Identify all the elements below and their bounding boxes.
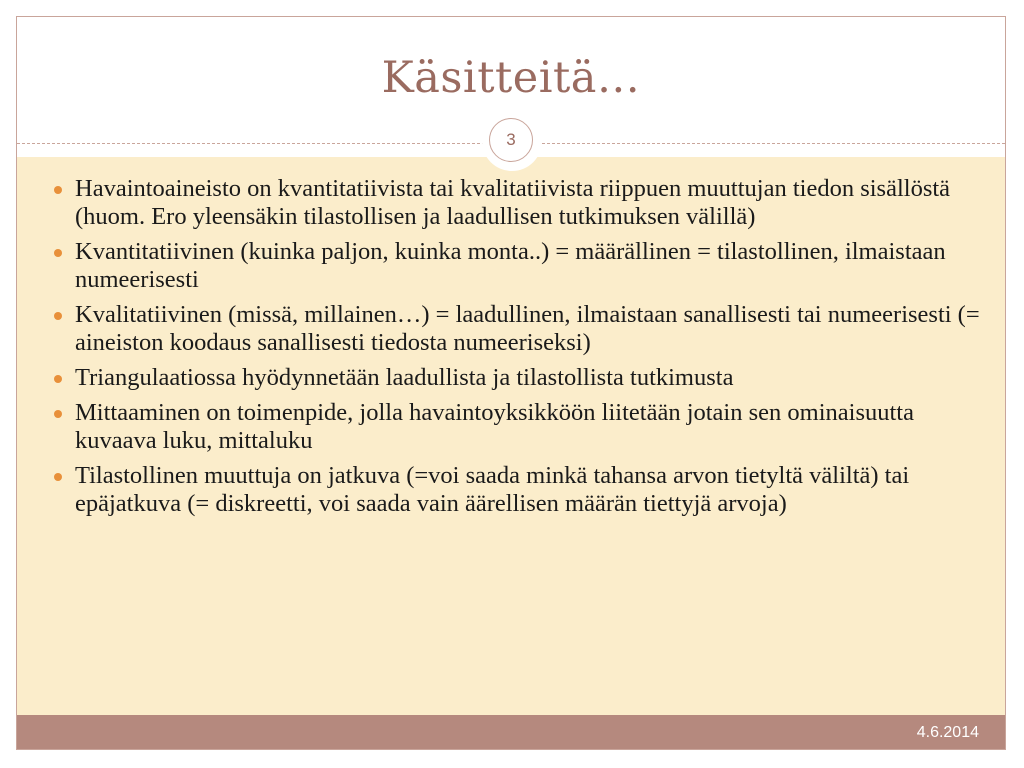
- bullet-item: [53, 399, 983, 455]
- page-number: 3: [489, 118, 533, 162]
- bullet-item: [53, 462, 983, 518]
- bullet-item: [53, 238, 983, 294]
- bullet-item: [53, 364, 983, 392]
- bullet-text: Triangulaatiossa hyödynnetään laadullista ja tilastollista tutkimusta: [75, 364, 734, 391]
- bullet-marker-icon: [54, 186, 62, 194]
- slide: [16, 16, 1006, 750]
- bullet-item: [53, 301, 983, 357]
- bullet-list: [53, 175, 983, 525]
- bullet-text: Kvalitatiivinen (missä, millainen…) = laadullinen, ilmaistaan sanallisesti tai numeerisesti (= aineiston koodaus sanallisesti tiedosta numeeriseksi): [75, 301, 980, 356]
- bullet-marker-icon: [54, 473, 62, 481]
- bullet-text: Mittaaminen on toimenpide, jolla havaintoyksikköön liitetään jotain sen ominaisuutta kuvaava luku, mittaluku: [75, 399, 914, 454]
- bullet-marker-icon: [54, 249, 62, 257]
- bullet-marker-icon: [54, 375, 62, 383]
- footer-date: 4.6.2014: [916, 724, 979, 741]
- page-number-badge: [484, 113, 540, 169]
- slide-title: Käsitteitä…: [381, 53, 641, 103]
- bullet-marker-icon: [54, 312, 62, 320]
- bullet-text: Kvantitatiivinen (kuinka paljon, kuinka monta..) = määrällinen = tilastollinen, ilmaistaan numeerisesti: [75, 238, 946, 293]
- bullet-item: [53, 175, 983, 231]
- bullet-marker-icon: [54, 410, 62, 418]
- bullet-text: Tilastollinen muuttuja on jatkuva (=voi saada minkä tahansa arvon tietyltä väliltä) tai epäjatkuva (= diskreetti, voi saada vain äärellisen määrän tiettyjä arvoja): [75, 462, 910, 517]
- bullet-text: Havaintoaineisto on kvantitatiivista tai kvalitatiivista riippuen muuttujan tiedon sisällöstä (huom. Ero yleensäkin tilastollisen ja laadullisen tutkimuksen välillä): [75, 175, 951, 230]
- footer-bar: [17, 715, 1005, 750]
